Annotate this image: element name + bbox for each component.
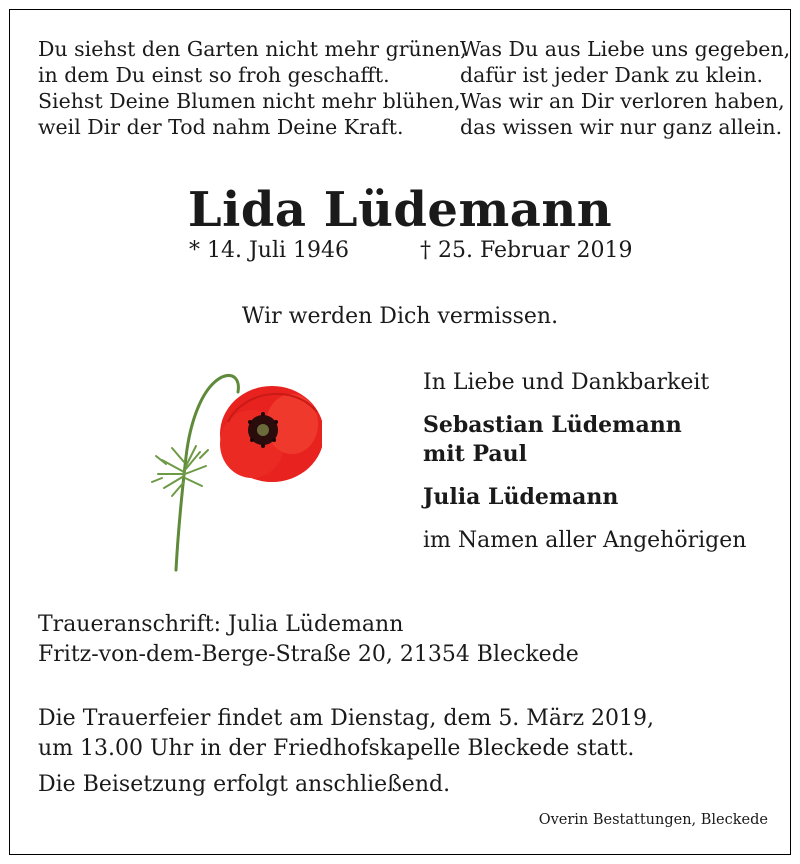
poem-line: Siehst Deine Blumen nicht mehr blühen, — [38, 89, 461, 113]
poppy-flower-icon — [142, 362, 322, 572]
poem-line: Du siehst den Garten nicht mehr grünen, — [38, 37, 467, 61]
burial-line: Die Beisetzung erfolgt anschließend. — [38, 772, 451, 797]
poppy-blossom — [220, 386, 322, 482]
signers-closing: im Namen aller Angehörigen — [423, 528, 747, 553]
poem-line: weil Dir der Tod nahm Deine Kraft. — [38, 115, 404, 139]
signers-block — [423, 368, 746, 555]
signers-intro: In Liebe und Dankbarkeit — [423, 370, 710, 395]
death-date: † 25. Februar 2019 — [420, 238, 633, 263]
ceremony-info — [38, 704, 654, 800]
deceased-name: Lida Lüdemann — [187, 182, 613, 238]
poem-line: das wissen wir nur ganz allein. — [460, 115, 783, 139]
signer-name: Julia Lüdemann — [423, 484, 619, 510]
signer-name-addition: mit Paul — [423, 441, 528, 467]
poem-line: in dem Du einst so froh geschafft. — [38, 63, 390, 87]
ceremony-line: um 13.00 Uhr in der Friedhofskapelle Bleckede statt. — [38, 736, 635, 761]
poem-line: Was wir an Dir verloren haben, — [460, 89, 785, 113]
poem-line: dafür ist jeder Dank zu klein. — [460, 63, 764, 87]
farewell-line: Wir werden Dich vermissen. — [241, 304, 559, 329]
address-line: Traueranschrift: Julia Lüdemann — [38, 612, 404, 637]
poem-left-column — [38, 36, 467, 140]
signer-name: Sebastian Lüdemann — [423, 412, 682, 438]
poem-right-column — [460, 36, 790, 140]
funeral-home-credit: Overin Bestattungen, Bleckede — [538, 812, 768, 828]
obituary-notice — [9, 9, 791, 855]
poppy-stem — [176, 375, 238, 570]
poppy-leaves — [152, 446, 208, 496]
birth-date: * 14. Juli 1946 — [189, 238, 350, 263]
ceremony-line: Die Trauerfeier findet am Dienstag, dem 5. März 2019, — [38, 706, 655, 731]
address-line: Fritz-von-dem-Berge-Straße 20, 21354 Bleckede — [38, 642, 579, 667]
mourning-address — [38, 610, 579, 670]
poem-line: Was Du aus Liebe uns gegeben, — [460, 37, 791, 61]
